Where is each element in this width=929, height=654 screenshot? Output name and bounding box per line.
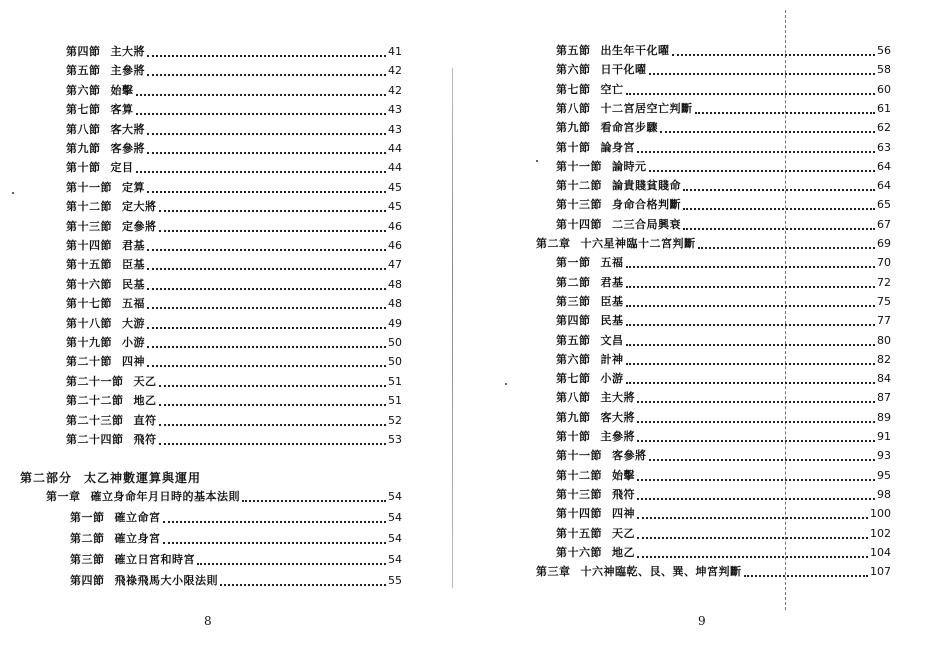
toc-entry-title: 客算	[110, 103, 134, 117]
toc-leader-dots	[683, 189, 875, 191]
toc-entry-label: 第九節	[556, 121, 591, 135]
toc-entry-page: 87	[877, 391, 891, 405]
toc-entry	[70, 530, 402, 548]
toc-entry-page: 54	[388, 532, 402, 545]
toc-entry-page: 107	[870, 565, 891, 579]
toc-entry-page: 53	[388, 433, 402, 446]
toc-leader-dots	[159, 210, 387, 212]
toc-entry-page: 64	[877, 159, 891, 173]
part-heading-title: 太乙神數運算與運用	[84, 471, 202, 485]
toc-entry-label: 第二十三節	[66, 413, 124, 427]
toc-entry-label: 第七節	[66, 103, 101, 117]
toc-entry	[556, 42, 891, 60]
toc-entry-label: 第十九節	[66, 336, 112, 349]
toc-leader-dots	[695, 112, 876, 114]
toc-entry-label: 第十二節	[66, 200, 112, 214]
toc-entry-label: 第二十四節	[66, 433, 124, 446]
toc-entry-title: 地乙	[612, 545, 635, 559]
toc-entry	[66, 237, 402, 255]
toc-leader-dots	[159, 404, 387, 406]
toc-entry-title: 客大將	[110, 122, 145, 136]
toc-leader-dots	[637, 151, 875, 153]
toc-entry-label: 第一節	[556, 256, 591, 270]
toc-leader-dots	[136, 94, 387, 96]
toc-leader-dots	[637, 517, 868, 519]
toc-entry	[66, 256, 402, 274]
toc-entry-title: 空亡	[600, 82, 624, 96]
toc-leader-dots	[626, 93, 876, 95]
part-heading-label: 第二部分	[20, 471, 73, 485]
toc-leader-dots	[147, 152, 386, 154]
toc-entry-page: 80	[877, 333, 891, 347]
toc-entry-page: 48	[388, 297, 402, 311]
scan-speck	[505, 383, 507, 385]
toc-entry-title: 君基	[600, 275, 624, 289]
toc-leader-dots	[220, 584, 386, 586]
toc-entry-page: 72	[877, 275, 891, 289]
toc-entry	[70, 572, 402, 590]
toc-entry-title: 大游	[122, 316, 145, 330]
toc-leader-dots	[649, 170, 876, 172]
toc-entry-label: 第八節	[66, 122, 101, 136]
toc-entry	[66, 276, 402, 294]
toc-entry-page: 49	[388, 316, 402, 330]
toc-entry	[556, 389, 891, 407]
toc-entry-page: 45	[388, 200, 402, 214]
toc-leader-dots	[147, 288, 386, 290]
toc-leader-dots	[626, 305, 876, 307]
toc-leader-dots	[147, 55, 386, 57]
toc-entry-title: 小游	[600, 372, 624, 386]
toc-entry	[556, 312, 891, 330]
toc-entry	[46, 488, 402, 506]
toc-leader-dots	[147, 307, 386, 309]
toc-leader-dots	[637, 498, 875, 500]
toc-entry-title: 論時元	[612, 159, 647, 173]
toc-entry-label: 第十節	[556, 430, 591, 443]
toc-entry-title: 直符	[133, 413, 157, 427]
toc-entry	[66, 62, 402, 80]
toc-entry-page: 77	[877, 314, 891, 328]
toc-entry	[66, 431, 402, 449]
toc-entry-page: 46	[388, 219, 402, 233]
toc-entry-label: 第十三節	[66, 219, 112, 233]
toc-entry	[556, 544, 891, 562]
toc-entry-title: 身命合格判斷	[612, 198, 681, 212]
toc-entry-label: 第三節	[556, 294, 591, 308]
toc-entry	[556, 370, 891, 388]
toc-entry-title: 四神	[122, 355, 145, 369]
toc-entry-title: 確立身宮	[114, 532, 161, 545]
toc-leader-dots	[637, 401, 875, 403]
toc-entry-label: 第四節	[66, 45, 101, 58]
toc-entry	[556, 254, 891, 272]
toc-entry-page: 46	[388, 239, 402, 252]
toc-entry-page: 48	[388, 277, 402, 291]
toc-entry-title: 五福	[600, 256, 624, 270]
toc-entry	[556, 447, 891, 465]
toc-entry-page: 95	[877, 468, 891, 482]
toc-entry-label: 第五節	[556, 44, 591, 57]
toc-entry-page: 91	[877, 430, 891, 443]
toc-entry-title: 主參將	[110, 64, 145, 78]
toc-entry	[556, 332, 891, 350]
toc-entry-title: 十六星神臨十二宮判斷	[580, 237, 696, 250]
toc-entry-page: 60	[877, 82, 891, 96]
toc-leader-dots	[626, 266, 876, 268]
toc-entry-label: 第七節	[556, 82, 591, 96]
toc-entry-title: 飛祿飛馬大小限法則	[114, 574, 218, 587]
toc-entry-label: 第十八節	[66, 316, 112, 330]
toc-entry	[536, 563, 891, 581]
toc-entry-page: 41	[388, 45, 402, 58]
toc-entry	[66, 295, 402, 313]
toc-entry-title: 飛符	[612, 487, 635, 501]
toc-entry-page: 102	[870, 526, 891, 540]
toc-entry-page: 44	[388, 142, 402, 155]
toc-entry-title: 民基	[122, 277, 145, 291]
toc-entry-page: 47	[388, 258, 402, 272]
toc-entry-label: 第十三節	[556, 198, 602, 212]
toc-entry	[66, 315, 402, 333]
toc-entry-page: 89	[877, 410, 891, 424]
toc-entry-title: 十二宮居空亡判斷	[600, 101, 693, 115]
toc-leader-dots	[626, 363, 876, 365]
toc-entry	[66, 198, 402, 216]
toc-entry-title: 看命宮步驟	[600, 121, 658, 135]
toc-entry-label: 第五節	[66, 64, 101, 78]
toc-leader-dots	[147, 74, 386, 76]
toc-entry-title: 君基	[122, 239, 145, 252]
toc-leader-dots	[163, 521, 387, 523]
toc-entry-page: 62	[877, 121, 891, 135]
toc-entry	[66, 392, 402, 410]
toc-entry-title: 地乙	[133, 394, 157, 408]
toc-entry-title: 民基	[600, 314, 624, 328]
toc-leader-dots	[683, 208, 875, 210]
toc-entry-label: 第十四節	[556, 507, 602, 521]
toc-entry-page: 54	[388, 511, 402, 524]
toc-entry	[66, 43, 402, 61]
toc-entry-title: 確立日宮和時宮	[114, 553, 195, 566]
toc-entry-page: 70	[877, 256, 891, 270]
toc-entry-label: 第二十一節	[66, 374, 124, 388]
toc-entry-page: 61	[877, 101, 891, 115]
toc-leader-dots	[626, 324, 876, 326]
toc-entry	[70, 551, 402, 569]
toc-entry-page: 98	[877, 487, 891, 501]
toc-entry-label: 第十一節	[556, 449, 602, 463]
toc-leader-dots	[159, 443, 387, 445]
toc-leader-dots	[242, 500, 386, 502]
toc-entry-label: 第二十節	[66, 355, 112, 369]
toc-entry-title: 客參將	[612, 449, 647, 463]
toc-entry-title: 十六神臨乾、艮、巽、坤宮判斷	[580, 565, 742, 579]
toc-entry-page: 51	[388, 374, 402, 388]
toc-entry	[556, 177, 891, 195]
toc-leader-dots	[159, 230, 387, 232]
toc-entry-title: 定參將	[122, 219, 157, 233]
toc-entry	[556, 409, 891, 427]
toc-entry-title: 始擊	[110, 83, 134, 97]
toc-entry	[556, 293, 891, 311]
toc-leader-dots	[136, 113, 387, 115]
toc-entry-title: 出生年干化曜	[600, 44, 670, 57]
toc-leader-dots	[649, 459, 876, 461]
toc-entry-label: 第六節	[556, 352, 591, 366]
toc-entry-page: 82	[877, 352, 891, 366]
toc-entry-title: 計神	[600, 352, 624, 366]
toc-leader-dots	[698, 247, 876, 249]
toc-entry-label: 第十節	[66, 161, 101, 175]
toc-entry-label: 第二章	[536, 237, 571, 250]
toc-entry	[556, 216, 891, 234]
toc-leader-dots	[637, 421, 875, 423]
scan-speck	[536, 160, 538, 162]
toc-entry-label: 第八節	[556, 101, 591, 115]
toc-leader-dots	[159, 385, 387, 387]
toc-leader-dots	[147, 268, 386, 270]
toc-entry-page: 54	[388, 553, 402, 566]
toc-leader-dots	[672, 54, 876, 56]
toc-entry-label: 第十一節	[556, 159, 602, 173]
toc-entry-page: 84	[877, 372, 891, 386]
toc-entry-title: 主參將	[600, 430, 635, 443]
toc-entry	[66, 82, 402, 100]
toc-leader-dots	[147, 133, 386, 135]
toc-entry	[556, 351, 891, 369]
toc-entry-page: 42	[388, 83, 402, 97]
toc-entry-page: 104	[870, 545, 891, 559]
toc-leader-dots	[637, 556, 868, 558]
toc-entry-label: 第十五節	[556, 526, 602, 540]
toc-entry-page: 51	[388, 394, 402, 408]
toc-entry	[66, 179, 402, 197]
toc-leader-dots	[637, 479, 875, 481]
toc-entry-page: 67	[877, 217, 891, 231]
toc-leader-dots	[147, 346, 386, 348]
toc-entry	[536, 235, 891, 253]
toc-entry-label: 第二節	[556, 275, 591, 289]
toc-entry-label: 第四節	[556, 314, 591, 328]
toc-entry-label: 第十節	[556, 140, 591, 154]
toc-leader-dots	[147, 191, 386, 193]
toc-entry-label: 第六節	[556, 63, 591, 77]
toc-entry-label: 第九節	[66, 142, 101, 155]
toc-entry	[66, 140, 402, 158]
toc-entry-page: 56	[877, 44, 891, 57]
toc-entry	[556, 525, 891, 543]
toc-leader-dots	[626, 286, 876, 288]
toc-entry-label: 第一章	[46, 490, 81, 503]
toc-entry	[556, 428, 891, 446]
right-page-number: 9	[698, 614, 706, 628]
toc-leader-dots	[637, 537, 868, 539]
toc-leader-dots	[147, 249, 386, 251]
toc-entry-page: 44	[388, 161, 402, 175]
toc-entry-page: 64	[877, 179, 891, 193]
toc-entry	[66, 373, 402, 391]
toc-leader-dots	[683, 228, 875, 230]
toc-entry-title: 定算	[122, 180, 145, 194]
toc-entry-title: 論貴賤貧賤命	[612, 179, 681, 193]
toc-entry-page: 100	[870, 507, 891, 521]
toc-entry-title: 天乙	[133, 374, 157, 388]
toc-leader-dots	[626, 382, 876, 384]
toc-entry-page: 65	[877, 198, 891, 212]
toc-leader-dots	[637, 440, 875, 442]
toc-entry	[556, 158, 891, 176]
toc-entry-title: 論身宮	[600, 140, 635, 154]
toc-entry-label: 第十四節	[66, 239, 112, 252]
toc-entry-label: 第十二節	[556, 468, 602, 482]
toc-entry	[66, 412, 402, 430]
toc-entry-title: 飛符	[133, 433, 157, 446]
toc-entry-page: 43	[388, 122, 402, 136]
toc-entry	[70, 509, 402, 527]
toc-entry	[556, 486, 891, 504]
toc-entry	[556, 196, 891, 214]
toc-entry	[66, 334, 402, 352]
toc-entry-label: 第五節	[556, 333, 591, 347]
toc-entry-label: 第三節	[70, 553, 105, 566]
toc-leader-dots	[660, 131, 875, 133]
left-page	[0, 0, 460, 654]
toc-entry-title: 臣基	[122, 258, 145, 272]
toc-entry-label: 第十六節	[66, 277, 112, 291]
toc-entry-title: 始擊	[612, 468, 635, 482]
toc-entry-page: 54	[388, 490, 402, 503]
toc-entry-title: 定目	[110, 161, 134, 175]
toc-entry-label: 第六節	[66, 83, 101, 97]
toc-entry-title: 日干化曜	[600, 63, 647, 77]
toc-entry	[556, 81, 891, 99]
toc-entry-title: 天乙	[612, 526, 635, 540]
toc-leader-dots	[626, 344, 876, 346]
toc-leader-dots	[147, 365, 386, 367]
toc-entry-title: 小游	[122, 336, 145, 349]
toc-entry-page: 93	[877, 449, 891, 463]
toc-entry-label: 第十五節	[66, 258, 112, 272]
toc-entry-title: 二三合局興衰	[612, 217, 681, 231]
toc-entry	[66, 218, 402, 236]
right-page	[468, 0, 929, 654]
toc-entry-title: 定大將	[122, 200, 157, 214]
toc-entry	[66, 121, 402, 139]
toc-entry-label: 第十三節	[556, 487, 602, 501]
scan-speck	[12, 192, 14, 194]
toc-entry-title: 客參將	[110, 142, 145, 155]
toc-entry-title: 五福	[122, 297, 145, 311]
left-page-number: 8	[204, 614, 212, 628]
toc-leader-dots	[197, 563, 386, 565]
toc-entry	[556, 467, 891, 485]
toc-entry	[66, 101, 402, 119]
toc-entry-label: 第十一節	[66, 180, 112, 194]
toc-entry-label: 第十四節	[556, 217, 602, 231]
toc-entry-page: 50	[388, 355, 402, 369]
toc-entry-label: 第十六節	[556, 545, 602, 559]
toc-entry-page: 58	[877, 63, 891, 77]
toc-entry-page: 50	[388, 336, 402, 349]
part-heading	[20, 468, 201, 488]
toc-entry-title: 客大將	[600, 410, 635, 424]
toc-entry-label: 第三章	[536, 565, 571, 579]
toc-entry-label: 第四節	[70, 574, 105, 587]
toc-entry	[556, 505, 891, 523]
toc-entry-page: 55	[388, 574, 402, 587]
toc-entry	[556, 119, 891, 137]
toc-entry-title: 臣基	[600, 294, 624, 308]
toc-entry	[556, 100, 891, 118]
toc-entry-page: 45	[388, 180, 402, 194]
toc-entry-page: 63	[877, 140, 891, 154]
toc-entry-title: 主大將	[600, 391, 635, 405]
toc-entry-page: 52	[388, 413, 402, 427]
toc-entry	[66, 159, 402, 177]
toc-entry-title: 四神	[612, 507, 635, 521]
toc-entry-label: 第二節	[70, 532, 105, 545]
toc-entry	[556, 139, 891, 157]
toc-entry-label: 第十二節	[556, 179, 602, 193]
toc-entry-label: 第十七節	[66, 297, 112, 311]
toc-leader-dots	[136, 171, 387, 173]
toc-entry-page: 43	[388, 103, 402, 117]
toc-leader-dots	[744, 575, 869, 577]
toc-entry	[66, 353, 402, 371]
toc-entry-page: 69	[877, 237, 891, 250]
toc-leader-dots	[163, 542, 387, 544]
toc-leader-dots	[147, 327, 386, 329]
toc-leader-dots	[159, 424, 387, 426]
toc-entry-label: 第一節	[70, 511, 105, 524]
toc-entry-label: 第二十二節	[66, 394, 124, 408]
toc-entry-label: 第七節	[556, 372, 591, 386]
toc-entry-title: 確立身命年月日時的基本法則	[90, 490, 240, 503]
toc-entry-title: 確立命宮	[114, 511, 161, 524]
toc-entry-label: 第八節	[556, 391, 591, 405]
toc-entry-page: 75	[877, 294, 891, 308]
toc-entry	[556, 274, 891, 292]
toc-entry-title: 主大將	[110, 45, 145, 58]
toc-leader-dots	[649, 73, 876, 75]
toc-entry-label: 第九節	[556, 410, 591, 424]
toc-entry-title: 文昌	[600, 333, 624, 347]
toc-entry-page: 42	[388, 64, 402, 78]
toc-entry	[556, 61, 891, 79]
